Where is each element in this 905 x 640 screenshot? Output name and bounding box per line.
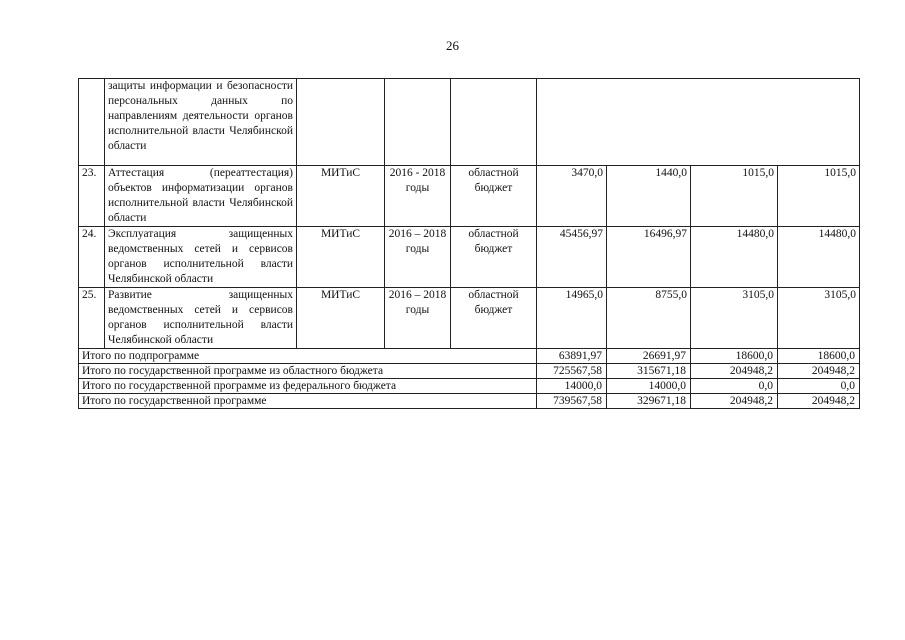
- total-2018: 204948,2: [778, 364, 860, 379]
- row-total: 45456,97: [537, 227, 607, 288]
- row-2016: 8755,0: [607, 288, 691, 349]
- row-number: 25.: [79, 288, 105, 349]
- total-label: Итого по государственной программе: [79, 394, 537, 409]
- row-2017: 14480,0: [691, 227, 778, 288]
- row-executor: МИТиС: [297, 166, 385, 227]
- total-2017: 0,0: [691, 379, 778, 394]
- total-sum: 725567,58: [537, 364, 607, 379]
- row-description: Аттестация (переаттестация) объектов информатизации органов исполнительной власти Челябинской области: [105, 166, 297, 227]
- total-2017: 204948,2: [691, 364, 778, 379]
- total-sum: 14000,0: [537, 379, 607, 394]
- row-period: 2016 – 2018 годы: [385, 227, 451, 288]
- row-period: 2016 – 2018 годы: [385, 288, 451, 349]
- row-2017: 1015,0: [691, 166, 778, 227]
- total-label: Итого по подпрограмме: [79, 349, 537, 364]
- total-sum: 63891,97: [537, 349, 607, 364]
- row-source: областной бюджет: [451, 166, 537, 227]
- row-description: защиты информации и безопасности персональных данных по направлениям деятельности органов исполнительной власти Челябинской области: [105, 79, 297, 166]
- total-2018: 204948,2: [778, 394, 860, 409]
- executor-cell: [297, 79, 385, 166]
- total-2017: 18600,0: [691, 349, 778, 364]
- total-2017: 204948,2: [691, 394, 778, 409]
- table-row: [79, 166, 860, 227]
- row-number: 24.: [79, 227, 105, 288]
- row-2016: 16496,97: [607, 227, 691, 288]
- row-source: областной бюджет: [451, 288, 537, 349]
- period-cell: [385, 79, 451, 166]
- total-row: [79, 379, 860, 394]
- row-number-cell: [79, 79, 105, 166]
- table-row: [79, 227, 860, 288]
- total-row: [79, 394, 860, 409]
- row-source: областной бюджет: [451, 227, 537, 288]
- table-row: [79, 288, 860, 349]
- total-2016: 26691,97: [607, 349, 691, 364]
- total-2018: 0,0: [778, 379, 860, 394]
- row-executor: МИТиС: [297, 227, 385, 288]
- total-sum: 739567,58: [537, 394, 607, 409]
- row-2017: 3105,0: [691, 288, 778, 349]
- table-row-continued: [79, 79, 860, 166]
- row-total: 3470,0: [537, 166, 607, 227]
- total-label: Итого по государственной программе из областного бюджета: [79, 364, 537, 379]
- total-2016: 315671,18: [607, 364, 691, 379]
- row-number: 23.: [79, 166, 105, 227]
- total-2018: 18600,0: [778, 349, 860, 364]
- total-label: Итого по государственной программе из федерального бюджета: [79, 379, 537, 394]
- amount-cell: [537, 79, 860, 166]
- source-cell: [451, 79, 537, 166]
- page-number: 26: [446, 38, 459, 53]
- row-executor: МИТиС: [297, 288, 385, 349]
- row-description: Эксплуатация защищенных ведомственных сетей и сервисов органов исполнительной власти Челябинской области: [105, 227, 297, 288]
- row-2016: 1440,0: [607, 166, 691, 227]
- row-total: 14965,0: [537, 288, 607, 349]
- row-description: Развитие защищенных ведомственных сетей и сервисов органов исполнительной власти Челябинской области: [105, 288, 297, 349]
- row-2018: 3105,0: [778, 288, 860, 349]
- total-2016: 329671,18: [607, 394, 691, 409]
- budget-table: [78, 78, 860, 409]
- row-period: 2016 - 2018 годы: [385, 166, 451, 227]
- row-2018: 14480,0: [778, 227, 860, 288]
- row-2018: 1015,0: [778, 166, 860, 227]
- total-row: [79, 364, 860, 379]
- total-row: [79, 349, 860, 364]
- total-2016: 14000,0: [607, 379, 691, 394]
